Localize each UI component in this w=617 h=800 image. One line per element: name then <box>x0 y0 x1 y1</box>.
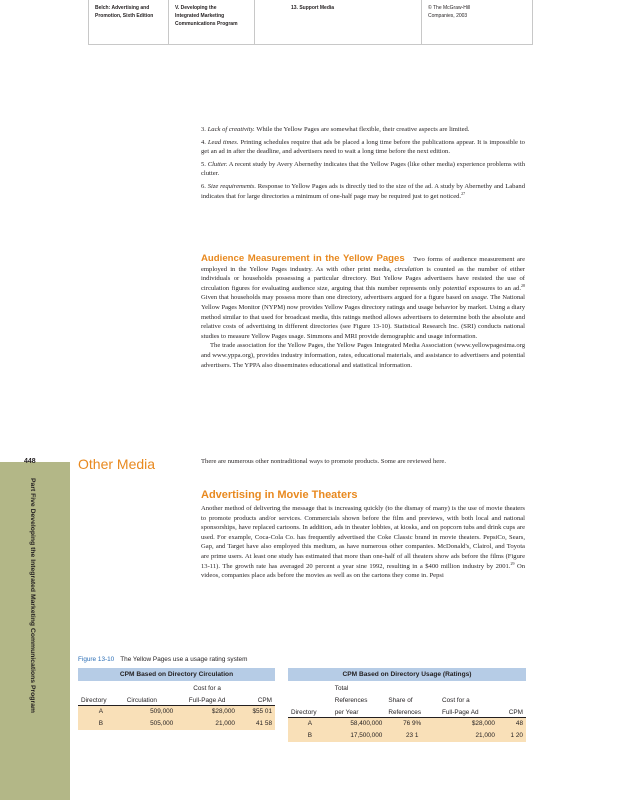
column-header: Directory <box>291 709 317 716</box>
audience-section <box>201 254 525 370</box>
audience-paragraph-2: The trade association for the Yellow Pages, the Yellow Pages Integrated Media Association (www.yellowpagesima.org and www.yppa.org), provides industry information, rates, educational materials, and assistance to advertisers and potential advertisers. The YPPA also disseminates educational and statistical information. <box>201 342 525 369</box>
header-copyright: © The McGraw-Hill Companies, 2003 <box>428 5 471 19</box>
section-heading: Audience Measurement in the Yellow Pages <box>201 253 405 264</box>
figure-label: Figure 13-10 <box>78 656 115 663</box>
column-header: CPM <box>257 697 272 704</box>
circulation-table: CPM Based on Directory Circulation Cost for a Directory Circulation Full-Page Ad CPM A 509,000 $28,000 $55 01 B 505,000 21,000 41 58 <box>78 668 275 730</box>
table-row: B 505,000 21,000 41 58 <box>78 718 275 730</box>
section-title-other-media: Other Media <box>78 456 156 472</box>
column-header: Directory <box>81 697 107 704</box>
table-row: B 17,500,000 23 1 21,000 1 20 <box>288 730 526 742</box>
column-header: References <box>388 709 422 716</box>
header-part: V. Developing the Integrated Marketing Communications Program <box>169 0 255 44</box>
column-header: per Year <box>334 709 359 716</box>
list-item: 6. Size requirements. Response to Yellow Pages ads is directly tied to the size of the ad. A study by Abernethy and Laband indicates that for large directories a minimum of one-half page may be required just to get noticed.$^{27}$ <box>201 182 525 200</box>
part-label: Part Five Developing the Integrated Marketing Communications Program <box>29 478 36 713</box>
list-item: 5. Clutter. A recent study by Avery Abernethy indicates that the Yellow Pages (like other media) experience problems with clutter. <box>201 160 525 178</box>
figure-caption: Figure 13-10 The Yellow Pages use a usage rating system <box>78 656 248 663</box>
disadvantages-list <box>201 125 525 201</box>
other-media-intro: There are numerous other nontraditional ways to promote products. Some are reviewed here. <box>201 458 446 465</box>
table-row: A 509,000 $28,000 $55 01 <box>78 706 275 718</box>
audience-paragraph-1: Audience Measurement in the Yellow Pages Two forms of audience measurement are employed in the Yellow Pages industry. As with other print media, circulation is counted as the number of either individuals or households possessing a particular directory. But Yellow Pages advertisers have resisted the use of circulation figures for evaluating audience size, arguing that this number represents only potential exposures to an ad.$^{28}$ Given that households may possess more than one directory, advertisers argued for a figure based on usage. The National Yellow Pages Monitor (NYPM) now provides Yellow Pages directory ratings and usage behavior by market. Using a diary method similar to that used for broadcast media, this ratings method allows advertisers to determine both the absolute and relative costs of advertising in different directories (see Figure 13-10). Statistical Research Inc. (SRI) conducts national studies to measure Yellow Pages usage. Simmons and MRI provide demographic and usage information. <box>201 253 526 340</box>
table-title: CPM Based on Directory Usage (Ratings) <box>288 668 526 681</box>
movie-theaters-paragraph: Another method of delivering the message that is increasing quickly (to the dismay of many) is the use of movie theaters to promote products and/or services. Commercials shown before the film and previews, with both local and national sponsorships, have replaced cartoons. In addition, ads in theater lobbies, at kiosks, and on popcorn tubs and drink cups are used. For example, Coca-Cola Co. has frequently advertised the Coke Classic brand in movie theaters. PepsiCo, Sears, Gap, and Target have also employed this medium, as have numerous other companies. McDonald's, Clairol, and Toyota are prime users. At least one study has estimated that more than one-half of all theaters show ads before the films (Figure 13-11). The growth rate has averaged 20 percent a year sine 1992, resulting in a $400 million industry by 2001.29 On videos, companies place ads before the movies as well as on the cartons they come in. Pepsi <box>201 505 525 580</box>
running-header <box>88 0 533 45</box>
list-item: 3. Lack of creativity. While the Yellow Pages are somewhat flexible, their creative aspects are limited. <box>201 126 470 133</box>
header-book: Belch: Advertising and Promotion, Sixth Edition <box>89 0 169 44</box>
list-item: 4. Lead times. Printing schedules require that ads be placed a long time before the publications appear. It is impossible to get an ad in after the deadline, and advertisers need to wait a long time before the next edition. <box>201 138 525 156</box>
column-header: Full-Page Ad <box>441 709 479 716</box>
table-title: CPM Based on Directory Circulation <box>78 668 275 681</box>
column-header: Full-Page Ad <box>188 697 226 704</box>
table-row: A 58,400,000 76 9% $28,000 48 <box>288 718 526 730</box>
header-chapter: 13. Support Media <box>255 0 422 44</box>
column-header: CPM <box>508 709 523 716</box>
column-header: Circulation <box>126 697 157 704</box>
usage-ratings-table: CPM Based on Directory Usage (Ratings) Total References Share of Cost for a Directory per Year References Full-Page Ad CPM A 58,400,000 76 9% $28,000 48 B 17,500,000 23 1 21,000 1 20 <box>288 668 526 742</box>
movie-theaters-heading: Advertising in Movie Theaters <box>201 489 358 501</box>
page-number: 448 <box>24 458 36 465</box>
